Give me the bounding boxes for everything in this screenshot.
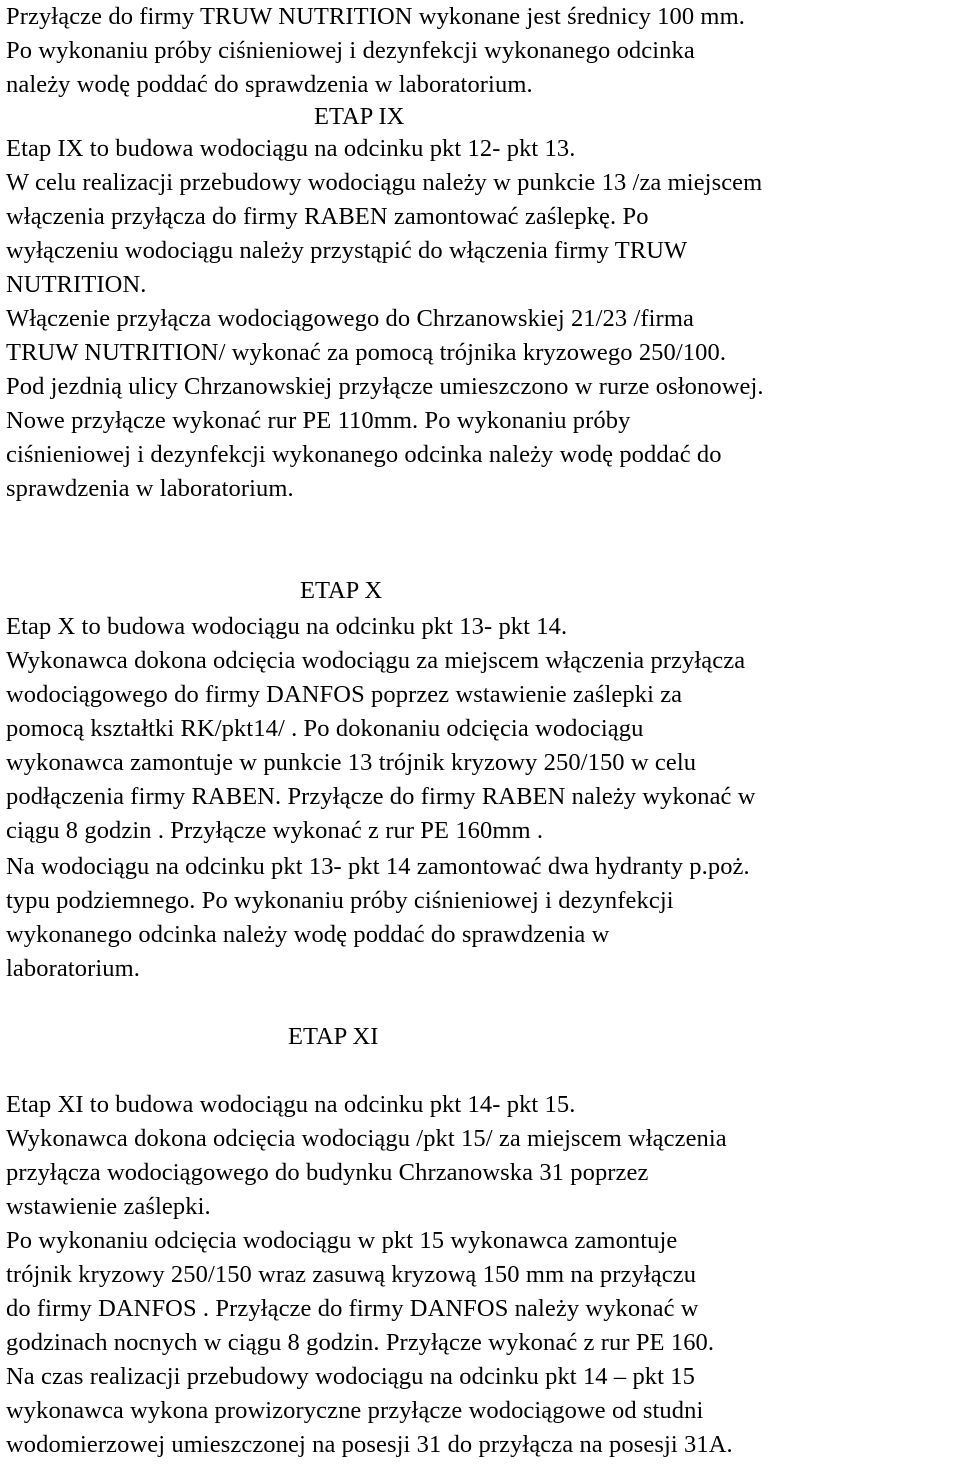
body-text-line: wyłączeniu wodociągu należy przystąpić do włączenia firmy TRUW — [6, 237, 688, 264]
body-text-line: podłączenia firmy RABEN. Przyłącze do firmy RABEN należy wykonać w — [6, 783, 756, 810]
section-heading-etap-ix: ETAP IX — [314, 103, 405, 130]
body-text-line: Nowe przyłącze wykonać rur PE 110mm. Po wykonaniu próby — [6, 407, 631, 434]
body-text-line: Po wykonaniu odcięcia wodociągu w pkt 15 wykonawca zamontuje — [6, 1227, 678, 1254]
body-text-line: laboratorium. — [6, 955, 140, 982]
body-text-line: Po wykonaniu próby ciśnieniowej i dezynfekcji wykonanego odcinka — [6, 37, 695, 64]
body-text-line: Pod jezdnią ulicy Chrzanowskiej przyłącze umieszczono w rurze osłonowej. — [6, 373, 764, 400]
section-heading-etap-x: ETAP X — [300, 577, 383, 604]
body-text-line: typu podziemnego. Po wykonaniu próby ciśnieniowej i dezynfekcji — [6, 887, 674, 914]
body-text-line: przyłącza wodociągowego do budynku Chrzanowska 31 poprzez — [6, 1159, 649, 1186]
body-text-line: wstawienie zaślepki. — [6, 1193, 211, 1220]
body-text-line: Etap XI to budowa wodociągu na odcinku pkt 14- pkt 15. — [6, 1091, 576, 1118]
body-text-line: wodomierzowej umieszczonej na posesji 31 do przyłącza na posesji 31A. — [6, 1431, 733, 1458]
body-text-line: Przyłącze do firmy TRUW NUTRITION wykonane jest średnicy 100 mm. — [6, 3, 745, 30]
body-text-line: wykonawca wykona prowizoryczne przyłącze wodociągowe od studni — [6, 1397, 704, 1424]
body-text-line: Włączenie przyłącza wodociągowego do Chrzanowskiej 21/23 /firma — [6, 305, 694, 332]
body-text-line: TRUW NUTRITION/ wykonać za pomocą trójnika kryzowego 250/100. — [6, 339, 727, 366]
body-text-line: Na wodociągu na odcinku pkt 13- pkt 14 zamontować dwa hydranty p.poż. — [6, 853, 750, 880]
body-text-line: NUTRITION. — [6, 271, 147, 298]
body-text-line: Na czas realizacji przebudowy wodociągu na odcinku pkt 14 – pkt 15 — [6, 1363, 695, 1390]
body-text-line: włączenia przyłącza do firmy RABEN zamontować zaślepkę. Po — [6, 203, 649, 230]
body-text-line: do firmy DANFOS . Przyłącze do firmy DANFOS należy wykonać w — [6, 1295, 699, 1322]
body-text-line: trójnik kryzowy 250/150 wraz zasuwą kryzową 150 mm na przyłączu — [6, 1261, 697, 1288]
body-text-line: Wykonawca dokona odcięcia wodociągu /pkt 15/ za miejscem włączenia — [6, 1125, 727, 1152]
body-text-line: pomocą kształtki RK/pkt14/ . Po dokonaniu odcięcia wodociągu — [6, 715, 644, 742]
body-text-line: ciągu 8 godzin . Przyłącze wykonać z rur PE 160mm . — [6, 817, 544, 844]
body-text-line: sprawdzenia w laboratorium. — [6, 475, 294, 502]
body-text-line: należy wodę poddać do sprawdzenia w laboratorium. — [6, 71, 533, 98]
body-text-line: W celu realizacji przebudowy wodociągu należy w punkcie 13 /za miejscem — [6, 169, 763, 196]
body-text-line: wodociągowego do firmy DANFOS poprzez wstawienie zaślepki za — [6, 681, 683, 708]
body-text-line: Etap IX to budowa wodociągu na odcinku pkt 12- pkt 13. — [6, 135, 576, 162]
section-heading-etap-xi: ETAP XI — [288, 1023, 379, 1050]
body-text-line: Etap X to budowa wodociągu na odcinku pkt 13- pkt 14. — [6, 613, 568, 640]
body-text-line: ciśnieniowej i dezynfekcji wykonanego odcinka należy wodę poddać do — [6, 441, 722, 468]
body-text-line: Wykonawca dokona odcięcia wodociągu za miejscem włączenia przyłącza — [6, 647, 746, 674]
body-text-line: wykonanego odcinka należy wodę poddać do sprawdzenia w — [6, 921, 610, 948]
body-text-line: godzinach nocnych w ciągu 8 godzin. Przyłącze wykonać z rur PE 160. — [6, 1329, 715, 1356]
body-text-line: wykonawca zamontuje w punkcie 13 trójnik kryzowy 250/150 w celu — [6, 749, 697, 776]
